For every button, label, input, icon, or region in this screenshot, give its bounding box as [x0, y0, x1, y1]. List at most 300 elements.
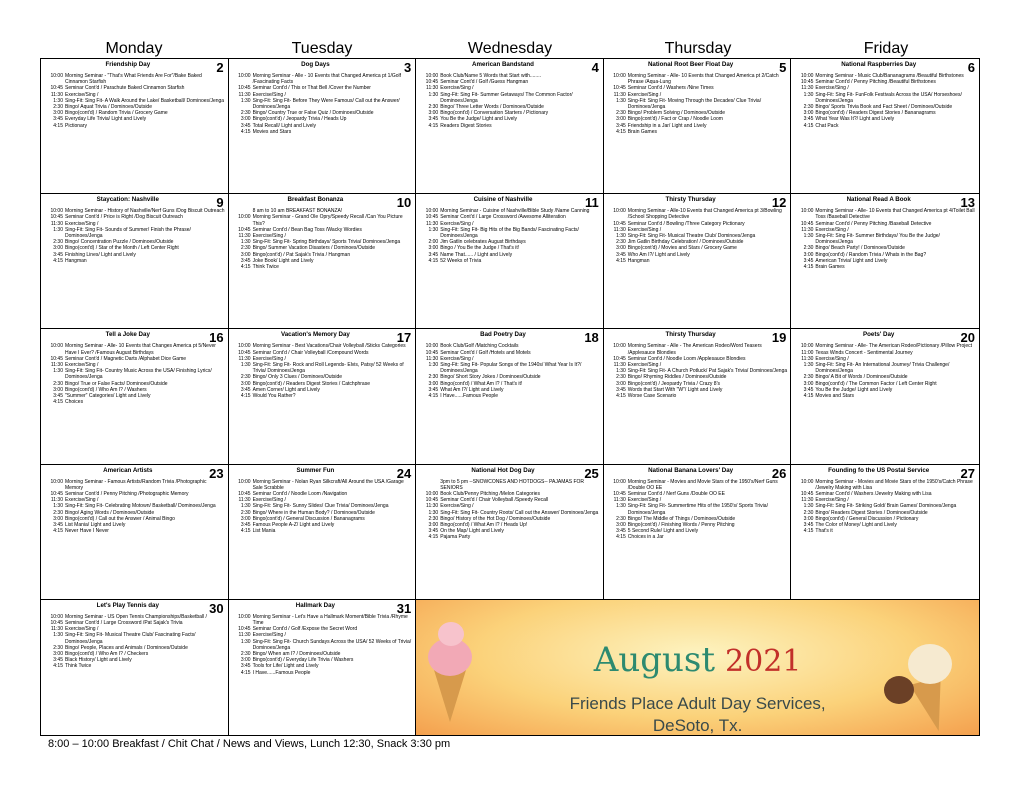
activity-time: 4:15 — [616, 128, 626, 135]
day-cell — [229, 600, 417, 735]
day-number: 19 — [771, 330, 787, 346]
activity-row — [233, 73, 413, 85]
activity-row — [233, 639, 413, 651]
day-theme: Summer Fun — [296, 466, 335, 474]
activity-description: Morning Seminar - Movies and Movie Stars of the 1950's/Catch Phrase /Jewelry Making with Lisa — [815, 478, 973, 491]
activity-description: Morning Seminar - Alle - The American Rodeo/Word Teasers /Applesauce Blondies — [627, 343, 762, 356]
activity-description: Bingo(cont'd) / Call out the Answer / Animal Bingo — [65, 515, 175, 522]
day-number: 23 — [209, 465, 224, 481]
banner-title — [416, 640, 979, 680]
activity-time: 11:30 — [613, 91, 626, 98]
activity-time: 10:00 — [50, 478, 63, 485]
activity-time: 10:45 — [800, 79, 814, 86]
activity-row — [420, 258, 600, 264]
activity-time: 1:30 — [240, 503, 251, 510]
activity-time: 1:30 — [53, 632, 63, 639]
activity-time: 10:45 — [613, 220, 626, 227]
activity-description: Sing-Fit: Sing Fit- Moving Through the Decades/ Clue Trivia/ Dominoes/Jenga — [627, 97, 762, 111]
activity-description: Bingo(cont'd) / Who Am I? / Checkers — [65, 651, 149, 658]
activity-description: Bingo(cont'd) / Everyday Life Trivia / Washers — [252, 657, 354, 664]
activity-time: 10:45 — [800, 491, 814, 497]
activity-time: 3:45 — [803, 522, 814, 529]
activity-description: List Mania/ Light and Lively — [65, 522, 126, 529]
activity-time: 1:30 — [616, 368, 626, 375]
activity-description: You Be the Judge/ Light and Lively — [440, 116, 518, 123]
activity-time: 4:15 — [428, 122, 439, 129]
activity-description: Seminar Cont'd / Bowling /Three Category Pictionary — [627, 220, 745, 227]
activity-description: Would You Rather? — [252, 393, 296, 400]
activity-description: Seminar Cont'd / Magnetic Darts /Alphabet Dice Game — [65, 355, 187, 362]
activity-time: 1:30 — [803, 503, 814, 510]
activity-time: 3:00 — [53, 386, 63, 393]
day-number: 24 — [396, 465, 412, 481]
activity-row — [795, 479, 976, 491]
activity-time: 10:45 — [425, 214, 439, 221]
activity-time: 3:45 — [428, 528, 439, 535]
activity-time: 3:00 — [240, 116, 251, 123]
activity-time: 3:45 — [240, 386, 251, 393]
activity-description: Bingo/ Aging Words / Dominoes/Outside — [65, 509, 155, 516]
activity-time: 11:30 — [238, 91, 251, 98]
activity-time: 10:45 — [613, 85, 626, 92]
activity-row — [45, 343, 225, 355]
activity-time: 3:00 — [240, 515, 251, 522]
day-cell — [791, 465, 979, 600]
day-theme: Thirsty Thursday — [665, 196, 716, 204]
activity-description: Bingo/ Summer Vacation Disasters / Dominoes/Outside — [252, 245, 376, 252]
activity-description: Bingo(cont'd) / Conversation Starters / Pictionary — [440, 110, 549, 117]
activity-description: Morning Seminar - Alle - 10 Events that Changed America pt 1/Golf /Fascinating Facts — [252, 73, 402, 86]
activity-time: 11:30 — [613, 497, 626, 504]
activity-time: 1:30 — [428, 226, 439, 233]
activity-description: American Trivia/ Light and Lively — [815, 257, 888, 264]
activity-time: 10:00 — [238, 478, 251, 485]
activity-description: Seminar Cont'd / Chair Volleyball /Compound Words — [252, 349, 369, 356]
activity-description: Hangman — [627, 257, 650, 264]
activity-time: 11:30 — [426, 503, 439, 510]
day-number: 13 — [960, 195, 975, 211]
activity-description: The Color of Money/ Light and Lively — [815, 522, 897, 529]
activity-description: Morning Seminar - Let's Have a Hallmark Moment/Bible Trivia /Rhyme Time — [252, 613, 408, 626]
activity-time: 10:00 — [238, 214, 251, 221]
activity-time: 10:00 — [800, 343, 814, 350]
activity-row — [233, 528, 413, 534]
activity-time: 3:45 — [240, 257, 251, 264]
activity-description: Worse Case Scenario — [627, 393, 677, 400]
day-theme: American Artists — [103, 466, 153, 474]
activity-row — [420, 362, 600, 374]
activity-description: Brain Games — [815, 264, 845, 271]
activity-description: Pictionary — [65, 122, 87, 129]
activity-time: 3:45 — [616, 251, 626, 258]
activity-description: Bingo(cont'd) / What Am I? / Heads Up! — [440, 522, 528, 529]
activity-row — [45, 227, 225, 239]
activity-description: Exercise/Sing / — [252, 497, 286, 504]
activity-description: Think Twice — [252, 264, 279, 271]
activity-description: Exercise/Sing / — [440, 503, 474, 510]
activity-time: 1:30 — [428, 509, 439, 516]
day-cell — [791, 329, 979, 464]
activity-time: 3:00 — [616, 380, 626, 387]
activity-time: 2:30 — [240, 245, 251, 252]
activity-description: Pajama Party — [440, 534, 471, 541]
banner-location: DeSoto, Tx. — [652, 715, 743, 735]
activity-description: Exercise/Sing / — [65, 626, 99, 633]
day-theme: Poets' Day — [862, 331, 895, 339]
activity-time: 3:00 — [803, 515, 814, 522]
day-number: 16 — [209, 330, 224, 346]
activity-time: 10:45 — [800, 220, 814, 227]
activity-description: Bingo/ Problem Solving / Dominoes/Outside — [627, 110, 726, 117]
activity-row — [795, 393, 976, 399]
activity-description: Name That...... / Light and Lively — [440, 251, 513, 258]
activity-time: 2:30 — [53, 380, 63, 387]
activity-row — [45, 528, 225, 534]
activity-description: 8 am to 10 am BREAKFAST BONANZA! — [252, 208, 343, 215]
activity-description: Sing-Fit: Sing Fit- Celebrating Motown/ Basketball/ Dominoes/Jenga — [65, 503, 216, 510]
activity-time: 3:00 — [616, 116, 626, 123]
activity-time: 1:30 — [428, 362, 439, 368]
banner-month: August — [593, 639, 716, 680]
activity-description: Bingo(cont'd) / Star of the Month / Left Center Right — [65, 245, 179, 252]
activity-description: Bingo(cont'd) / Finishing Words / Penny Pitching — [627, 522, 735, 529]
activity-time: 10:45 — [50, 620, 63, 626]
activity-description: Bingo/ Sports Trivia Book and Fact Sheet / Dominoes/Outside — [815, 104, 953, 111]
day-number: 30 — [209, 600, 224, 616]
activity-time: 3:00 — [428, 245, 439, 252]
activity-time: 10:00 — [50, 73, 63, 79]
activity-time: 11:30 — [238, 233, 251, 239]
activity-description: Morning Seminar - Alle- The American Rodeo/Pictionary /Pillow Project — [815, 343, 973, 350]
day-theme: Staycation: Nashville — [96, 196, 159, 204]
activity-time: 2:30 — [240, 651, 251, 658]
activity-time: 2:30 — [428, 104, 439, 111]
activity-description: Seminar Cont'd / Noodle Loom /Navigation — [252, 491, 348, 497]
activity-time: 3:45 — [428, 116, 439, 123]
activity-description: Sing-Fit: Sing Fit- FunFolk Festivals Across the USA/ Horseshoes/ Dominoes/Jenga — [815, 91, 962, 104]
activity-description: Tools for Life/ Light and Lively — [252, 663, 319, 670]
activity-row — [45, 479, 225, 491]
day-number: 9 — [216, 195, 224, 211]
activity-time: 3:00 — [803, 380, 814, 387]
activity-row — [420, 123, 600, 129]
activity-description: Bingo/ Country True or False Quiz / Dominoes/Outside — [252, 110, 374, 117]
activity-time: 3:00 — [616, 522, 626, 529]
activity-time: 10:00 — [425, 491, 439, 497]
activity-time: 3:00 — [428, 110, 439, 117]
day-cell — [41, 329, 229, 464]
activity-description: Exercise/Sing / — [440, 355, 474, 362]
weekday-header — [40, 40, 980, 58]
activity-time: 2:30 — [240, 509, 251, 516]
day-cell — [791, 59, 979, 194]
activity-row — [795, 528, 976, 534]
activity-description: Total Recall/ Light and Lively — [252, 122, 316, 129]
day-number: 2 — [216, 60, 224, 75]
activity-row — [420, 227, 600, 239]
activity-description: Bingo/ The Middle of Things / Dominoes/Outside — [627, 515, 736, 522]
activity-description: Morning Seminar - US Open Tennis Championships/Basketball / — [65, 613, 207, 620]
day-theme: Friendship Day — [105, 61, 151, 68]
activity-time: 2:30 — [616, 239, 626, 246]
activity-row — [420, 92, 600, 104]
activity-description: Morning Seminar - Alle- 10 Events that Changed America pt 4/Toilet Ball Toss /Baseball Detective — [815, 208, 975, 221]
activity-time: 4:15 — [240, 264, 251, 271]
activity-description: Bingo/ Readers Digest Stories / Dominoes/Outside — [815, 509, 928, 516]
activity-time: 10:45 — [50, 214, 63, 221]
activity-time: 10:45 — [613, 491, 626, 497]
activity-row — [608, 73, 788, 85]
activity-description: Sing-Fit: Sing Fit- Musical Theatre Club/ Fascinating Facts/ Dominoes/Jenga — [65, 632, 196, 645]
activity-description: Exercise/Sing / — [815, 226, 849, 233]
activity-description: Sing-Fit: Sing Fit- Spring Birthdays/ Sports Trivia/ Dominoes/Jenga — [252, 239, 401, 246]
activity-row — [233, 98, 413, 110]
activity-time: 10:45 — [238, 85, 251, 92]
activity-time: 3:00 — [53, 515, 63, 522]
activity-row — [233, 393, 413, 399]
activity-description: Exercise/Sing / — [440, 85, 474, 92]
activity-description: Bingo(cont'd) / Readers Digest Stories / Catchphrase — [252, 380, 370, 387]
activity-description: Morning Seminar - Alle-10 Events that Changed America pt 3/Bowling /School Shopping Detective — [627, 208, 782, 221]
activity-description: Black History/ Light and Lively — [65, 657, 132, 664]
activity-description: Choices in a Jar — [627, 534, 664, 541]
activity-description: Exercise/Sing / — [65, 362, 99, 368]
activity-description: Readers Digest Stories — [440, 122, 492, 129]
day-number: 26 — [771, 465, 787, 481]
activity-time: 3:45 — [53, 251, 63, 258]
activity-description: Sing-Fit: Sing Fit- Before They Were Famous/ Call out the Answer/ Dominoes/Jenga — [252, 97, 400, 111]
activity-description: Morning Seminar - Famous Artists/Random Trivia /Photographic Memory — [65, 478, 207, 491]
activity-time: 1:30 — [803, 233, 814, 239]
activity-description: Exercise/Sing / — [440, 220, 474, 227]
activity-time: 2:30 — [240, 110, 251, 117]
activity-description: Morning Seminar - Grand Ole Opry/Speedy Recall /Can You Picture This? — [252, 214, 403, 227]
day-theme: Thirsty Thursday — [665, 331, 716, 339]
activity-description: Bingo/ Concentration Puzzle / Dominoes/Outside — [65, 239, 174, 246]
activity-row — [233, 264, 413, 270]
activity-description: Book Club/Penny Pitching /Melon Categories — [440, 491, 540, 497]
activity-description: Bingo/ When am I? / Dominoes/Outside — [252, 651, 341, 658]
activity-time: 4:15 — [803, 393, 814, 400]
activity-description: List Mania — [252, 528, 276, 535]
day-number: 18 — [584, 330, 599, 346]
activity-row — [608, 479, 788, 491]
activity-description: Morning Seminar - Alle- 10 Events that Changed America pt 2/Catch Phrase /Aqua-Lung — [627, 73, 779, 86]
activity-time: 3:00 — [616, 245, 626, 252]
day-cell — [604, 194, 792, 329]
activity-description: Bingo/ Aquat Trivia / Dominoes/Outside — [65, 104, 152, 111]
activity-time: 1:30 — [616, 503, 626, 510]
activity-time: 2:30 — [616, 110, 626, 117]
activity-row — [420, 534, 600, 540]
activity-time: 1:30 — [240, 362, 251, 368]
activity-description: Bingo/ People, Places and Animals / Dominoes/Outside — [65, 644, 188, 651]
activity-time: 4:15 — [616, 393, 626, 400]
activity-time: 3:00 — [428, 522, 439, 529]
activity-time: 1:30 — [53, 503, 63, 510]
day-theme: National Banana Lovers' Day — [648, 466, 734, 474]
activity-time: 1:30 — [616, 97, 626, 104]
activity-time: 4:15 — [428, 257, 439, 264]
activity-time — [420, 479, 440, 491]
activity-description: Seminar Cont'd / Bean Bag Toss /Wacky Wordies — [252, 226, 362, 233]
activity-time: 4:15 — [428, 393, 439, 400]
activity-description: Seminar Cont'd / Golf /Guess Hangman — [440, 79, 529, 86]
activity-row — [233, 214, 413, 226]
activity-time: 11:30 — [238, 355, 251, 362]
activity-description: Morning Seminar - Nolan Ryan Silkcraft/All Around the USA /Garage Sale Scrabble — [252, 478, 404, 491]
activity-time: 4:15 — [53, 399, 63, 406]
activity-time: 3:45 — [53, 116, 63, 123]
activity-time: 11:30 — [50, 497, 63, 504]
activity-time: 2:30 — [616, 515, 626, 522]
activity-row — [45, 368, 225, 380]
weekday-label: Monday — [105, 40, 163, 57]
activity-description: Exercise/Sing / — [627, 226, 662, 233]
activity-time: 4:15 — [53, 257, 63, 264]
activity-description: Bingo(cont'd) / General Discussion / Pictionary — [815, 515, 919, 522]
day-theme: Dog Days — [301, 61, 330, 68]
activity-description: Bingo(cont'd) / General Discussion / Bananagrams — [252, 515, 365, 522]
activity-description: Movies and Stars — [815, 393, 855, 400]
activity-description: Bingo/ Only 3 Clues / Dominoes/Outside — [252, 374, 343, 381]
activity-description: I Have......Famous People — [252, 669, 311, 676]
activity-row — [45, 73, 225, 85]
activity-time: 3:45 — [803, 257, 814, 264]
activity-time: 1:30 — [240, 239, 251, 246]
activity-time: 10:00 — [50, 613, 63, 620]
activity-description: Seminar Cont'd / Penny Pitching /Baseball Detective — [815, 220, 932, 227]
activity-row — [45, 123, 225, 129]
day-cell — [229, 465, 417, 600]
activity-description: That's it — [815, 528, 833, 535]
activity-description: Bingo/ True or False Facts/ Dominoes/Outside — [65, 380, 168, 387]
activity-description: Seminar Cont'd / Penny Pitching /Photographic Memory — [65, 491, 189, 497]
day-number: 4 — [591, 60, 599, 75]
activity-description: Exercise/Sing / — [65, 91, 99, 98]
activity-description: Morning Seminar - "That's What Friends Are For"/Bake Baked Cinnamon Starfish — [65, 73, 202, 86]
activity-description: Seminar Cont'd / Parachute Baked Cinnamon Starfish — [65, 85, 185, 92]
activity-time: 3:45 — [53, 393, 63, 400]
activity-description: Exercise/Sing / — [65, 497, 99, 504]
weekday-label: Tuesday — [291, 40, 353, 57]
activity-row — [608, 208, 788, 220]
activity-time: 2:30 — [240, 374, 251, 381]
day-theme: Tell a Joke Day — [105, 331, 150, 339]
activity-description: Sing-Fit: Sing Fit- A Church Potluck/ Pat Sajak's Trivia/ Dominoes/Jenga — [627, 368, 788, 375]
activity-time: 4:15 — [240, 528, 251, 535]
activity-description: Sing-Fit: Sing Fit- An International Journey/ Trivia Challenge/ Dominoes/Jenga — [815, 362, 950, 375]
activity-time: 10:45 — [238, 491, 251, 497]
activity-description: Who Am I?/ Light and Lively — [627, 251, 690, 258]
day-cell — [416, 465, 604, 600]
activity-time: 10:00 — [238, 73, 251, 79]
activity-description: Bingo/ History of the Hot Dog / Dominoes/Outside — [440, 515, 551, 522]
activity-time: 10:45 — [425, 497, 439, 504]
activity-description: Seminar Cont'd / Nerf Guns /Double OO EE — [627, 491, 725, 497]
activity-time: 10:00 — [238, 343, 251, 350]
activity-row — [608, 534, 788, 540]
activity-time: 4:15 — [53, 663, 63, 670]
activity-description: Seminar Cont'd / Golf /Expose the Secret Word — [252, 626, 358, 633]
activity-time: 10:45 — [238, 349, 251, 356]
calendar-grid — [40, 58, 980, 736]
activity-time: 3:45 — [428, 251, 439, 258]
activity-row — [795, 362, 976, 374]
activity-time: 3:00 — [53, 245, 63, 252]
activity-time: 3:00 — [803, 251, 814, 258]
day-theme: Let's Play Tennis day — [96, 601, 159, 609]
month-banner — [416, 600, 979, 735]
activity-row — [420, 393, 600, 399]
activity-time: 10:00 — [613, 73, 626, 79]
activity-time: 10:45 — [50, 491, 63, 497]
activity-time: 2:30 — [428, 374, 439, 381]
banner-year: 2021 — [725, 643, 802, 679]
activity-description: Bingo/ A Bit of Words / Dominoes/Outside — [815, 374, 908, 381]
activity-time: 10:00 — [613, 208, 626, 215]
activity-row — [233, 479, 413, 491]
activity-row — [795, 123, 976, 129]
activity-description: Bingo/ Three Letter Words / Dominoes/Outside — [440, 104, 544, 111]
activity-time: 2:30 — [616, 374, 626, 381]
activity-time: 3:45 — [240, 122, 251, 129]
activity-row — [45, 632, 225, 644]
activity-description: 5 Second Rule/ Light and Lively — [627, 528, 699, 535]
activity-description: Morning Seminar - Alle- 10 Events that Changes America pt 5/Never Have I Ever? /Famous August Birthdays — [65, 343, 216, 356]
activity-description: Sing-Fit: Sing Fit- Summer Birthdays/ You Be the Judge/ Dominoes/Jenga — [815, 233, 940, 246]
activity-description: Bingo(cont'd) / Readers Digest Stories / Bananagrams — [815, 110, 936, 117]
activity-description: Bingo(cont'd) / Pat Sajak's Trivia / Hangman — [252, 251, 351, 258]
activity-description: Seminar Cont'd / Washers /Nine Times — [627, 85, 714, 92]
activity-description: Book Club/Golf /Matching Cocktails — [440, 343, 519, 350]
activity-time: 11:30 — [238, 497, 251, 504]
activity-description: 52 Weeks of Trivia — [440, 257, 482, 264]
banner-organization: Friends Place Adult Day Services, — [569, 693, 826, 713]
activity-time: 2:30 — [53, 644, 63, 651]
day-theme: Cuisine of Nashville — [473, 196, 533, 204]
activity-description: Bingo(cont'd) / Who Am I? / Washers — [65, 386, 147, 393]
activity-time: 10:45 — [50, 85, 63, 92]
activity-description: Seminar Cont'd / This or That Bell /Cover the Number — [252, 85, 371, 92]
activity-description: Sing-Fit: Sing Fit- Country Music Across the USA/ Finishing Lyrics/ Dominoes/Jenga — [65, 368, 212, 381]
activity-time: 3:00 — [240, 657, 251, 664]
activity-row — [420, 479, 600, 491]
activity-time: 1:30 — [428, 91, 439, 98]
activity-time: 11:30 — [801, 355, 814, 362]
day-cell — [229, 59, 417, 194]
activity-row — [45, 399, 225, 405]
activity-time: 2:30 — [803, 374, 814, 381]
activity-time: 4:15 — [803, 264, 814, 271]
activity-time: 4:15 — [240, 393, 251, 400]
activity-time: 3:45 — [240, 522, 251, 529]
activity-time: 4:15 — [803, 528, 814, 535]
activity-description: Bingo(cont'd) / Fact or Crap / Noodle Loom — [627, 116, 723, 123]
activity-time: 10:00 — [425, 343, 439, 350]
activity-time: 3:00 — [240, 251, 251, 258]
activity-description: Sing-Fit: Sing Fit- Summer Getaways/ The Common Factor/ Dominoes/Jenga — [440, 91, 573, 104]
activity-description: Bingo(cont'd) / Random Trivia / Whats in the Bag? — [815, 251, 927, 258]
activity-time: 10:00 — [238, 613, 251, 620]
activity-description: Never Have I Never — [65, 528, 109, 535]
activity-time: 10:00 — [425, 208, 439, 215]
activity-time: 11:30 — [50, 220, 63, 227]
weekday-label: Wednesday — [467, 40, 553, 57]
daily-schedule-footer: 8:00 – 10:00 Breakfast / Chit Chat / News and Views, Lunch 12:30, Snack 3:30 pm — [48, 738, 451, 750]
activity-time: 2:30 — [803, 104, 814, 111]
day-number: 27 — [960, 465, 975, 481]
